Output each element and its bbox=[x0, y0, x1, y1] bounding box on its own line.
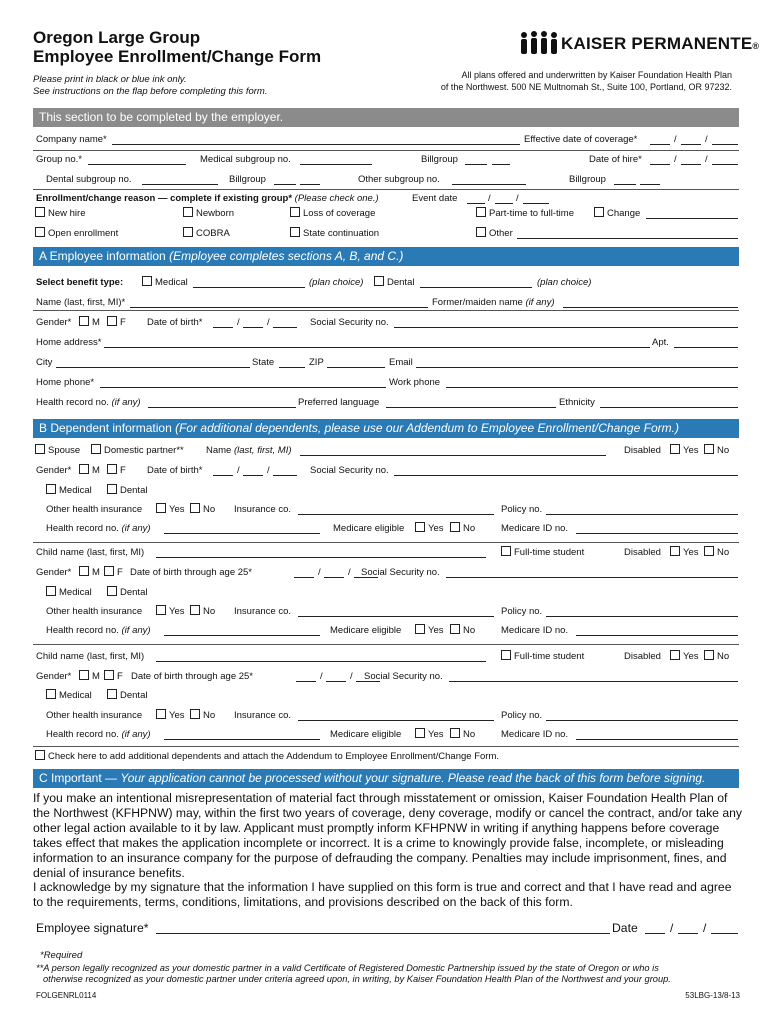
slash: / bbox=[705, 134, 708, 145]
divider bbox=[33, 150, 739, 151]
signature-date-month[interactable] bbox=[645, 933, 665, 934]
spouse-dob-year[interactable] bbox=[273, 475, 297, 476]
ethnicity-field[interactable] bbox=[600, 407, 738, 408]
section-a-title: A Employee information bbox=[39, 249, 170, 263]
health-record-text: Health record no. bbox=[36, 397, 109, 408]
child2-disabled-no-checkbox[interactable] bbox=[704, 650, 714, 660]
dependent-name-label bbox=[206, 445, 292, 457]
slash: / bbox=[267, 317, 270, 328]
spouse-disabled-no-checkbox[interactable] bbox=[704, 444, 714, 454]
other-insurance-label: Other health insurance bbox=[46, 606, 143, 617]
child1-disabled-no-checkbox[interactable] bbox=[704, 546, 714, 556]
no-label: No bbox=[203, 504, 216, 515]
hire-date-year[interactable] bbox=[712, 164, 738, 165]
health-record-label bbox=[46, 625, 151, 637]
reason-other-label: Other bbox=[489, 228, 513, 239]
dental-label: Dental bbox=[120, 485, 148, 496]
divider bbox=[33, 310, 739, 311]
slash: / bbox=[516, 193, 519, 204]
signature-field[interactable] bbox=[156, 933, 610, 934]
dental-plan-choice-field[interactable] bbox=[420, 287, 532, 288]
child-name-text: Child name (last, first, MI) bbox=[36, 547, 145, 558]
slash: / bbox=[237, 317, 240, 328]
domestic-partner-note-2: otherwise recognized as your domestic partner under criteria agreed upon, in writing, by Kaiser Foundation Health Plan of the Northwest and your group. bbox=[43, 974, 671, 984]
reason-other-checkbox[interactable] bbox=[476, 227, 486, 237]
slash: / bbox=[670, 921, 674, 935]
former-name-label bbox=[432, 297, 555, 309]
group-no-field[interactable] bbox=[88, 164, 186, 165]
if-any-text: (if any) bbox=[111, 397, 141, 408]
full-time-student-label: Full-time student bbox=[514, 547, 585, 558]
logo-reg-mark: ® bbox=[752, 41, 760, 51]
medical-subgroup-label: Medical subgroup no. bbox=[200, 154, 291, 165]
spouse-dob-day[interactable] bbox=[243, 475, 263, 476]
section-a-band bbox=[33, 247, 739, 266]
kaiser-logo-text bbox=[561, 34, 759, 54]
slash: / bbox=[348, 567, 351, 578]
section-c-note: Your application cannot be processed without your signature. Please read the back of this form before signing. bbox=[120, 771, 706, 785]
spouse-health-record-field[interactable] bbox=[164, 533, 320, 534]
other-insurance-label: Other health insurance bbox=[46, 504, 143, 515]
child2-gender-f-checkbox[interactable] bbox=[104, 670, 114, 680]
child2-medical-checkbox[interactable] bbox=[46, 689, 56, 699]
reason-part-time-label: Part-time to full-time bbox=[489, 208, 574, 219]
child1-dob-month[interactable] bbox=[294, 577, 314, 578]
divider bbox=[33, 189, 739, 190]
billgroup-label-2: Billgroup bbox=[229, 174, 266, 185]
reason-italic: (Please check one.) bbox=[294, 193, 379, 204]
add-dependents-checkbox[interactable] bbox=[35, 750, 45, 760]
email-label: Email bbox=[389, 357, 413, 368]
spouse-ssn-label: Social Security no. bbox=[310, 465, 389, 476]
child2-medicare-id-field[interactable] bbox=[576, 739, 738, 740]
child-dob-label: Date of birth through age 25* bbox=[131, 671, 254, 682]
child2-other-ins-no-checkbox[interactable] bbox=[190, 709, 200, 719]
child1-student-checkbox[interactable] bbox=[501, 546, 511, 556]
health-record-text: Health record no. bbox=[46, 523, 119, 534]
if-any-text: (if any) bbox=[121, 729, 151, 740]
employee-name-field[interactable] bbox=[130, 307, 428, 308]
child2-medicare-yes-checkbox[interactable] bbox=[415, 728, 425, 738]
preferred-language-field[interactable] bbox=[386, 407, 556, 408]
billgroup-field-2a[interactable] bbox=[274, 184, 296, 185]
slash: / bbox=[674, 154, 677, 165]
effective-date-day[interactable] bbox=[681, 144, 701, 145]
gender-m-label: M bbox=[92, 317, 100, 328]
health-record-label bbox=[46, 729, 151, 741]
yes-label: Yes bbox=[169, 504, 185, 515]
spouse-dental-checkbox[interactable] bbox=[107, 484, 117, 494]
home-address-label: Home address* bbox=[36, 337, 102, 348]
medicare-eligible-label: Medicare eligible bbox=[330, 729, 402, 740]
section-a-note: (Employee completes sections A, B, and C.) bbox=[169, 249, 404, 263]
date-of-hire-label: Date of hire* bbox=[589, 154, 642, 165]
reason-open-enrollment-checkbox[interactable] bbox=[35, 227, 45, 237]
effective-date-month[interactable] bbox=[650, 144, 670, 145]
m-label: M bbox=[92, 671, 100, 682]
disabled-label: Disabled bbox=[624, 651, 661, 662]
required-note: *Required bbox=[40, 950, 83, 961]
city-field[interactable] bbox=[56, 367, 250, 368]
dob-year[interactable] bbox=[273, 327, 297, 328]
domestic-partner-note-1: **A person legally recognized as your domestic partner in a valid Certificate of Registered Domestic Partnership issued by the state of Oregon or who is bbox=[36, 963, 659, 973]
child2-ssn-field[interactable] bbox=[449, 681, 738, 682]
reason-part-time-checkbox[interactable] bbox=[476, 207, 486, 217]
dental-subgroup-label: Dental subgroup no. bbox=[46, 174, 132, 185]
zip-label: ZIP bbox=[309, 357, 324, 368]
reason-open-enrollment-label: Open enrollment bbox=[48, 228, 119, 239]
child2-dob-day[interactable] bbox=[326, 681, 346, 682]
event-date-year[interactable] bbox=[523, 203, 549, 204]
spouse-dob-label: Date of birth* bbox=[147, 465, 203, 476]
ssn-label: Social Security no. bbox=[364, 671, 443, 682]
gender-f-label: F bbox=[120, 317, 126, 328]
billgroup-field-3b[interactable] bbox=[640, 184, 660, 185]
email-field[interactable] bbox=[416, 367, 738, 368]
yes-label: Yes bbox=[169, 710, 185, 721]
reason-newborn-checkbox[interactable] bbox=[183, 207, 193, 217]
medicare-eligible-label: Medicare eligible bbox=[330, 625, 402, 636]
spouse-disabled-yes-checkbox[interactable] bbox=[670, 444, 680, 454]
section-b-title: B Dependent information bbox=[39, 421, 176, 435]
reason-state-continuation-checkbox[interactable] bbox=[290, 227, 300, 237]
f-label: F bbox=[117, 671, 123, 682]
spouse-checkbox[interactable] bbox=[35, 444, 45, 454]
child1-other-ins-no-checkbox[interactable] bbox=[190, 605, 200, 615]
select-benefit-label: Select benefit type: bbox=[36, 277, 124, 288]
child2-other-ins-yes-checkbox[interactable] bbox=[156, 709, 166, 719]
effective-date-year[interactable] bbox=[712, 144, 738, 145]
benefit-dental-label: Dental bbox=[387, 277, 415, 288]
domestic-partner-checkbox[interactable] bbox=[91, 444, 101, 454]
child1-name-label bbox=[36, 547, 144, 559]
former-name-text: Former/maiden name bbox=[432, 297, 523, 308]
signature-label: Employee signature* bbox=[36, 921, 149, 935]
child-dob-label: Date of birth through age 25* bbox=[130, 567, 253, 578]
child1-gender-f-checkbox[interactable] bbox=[104, 566, 114, 576]
child2-name-label: Child name (last, first, MI) bbox=[36, 651, 145, 662]
yes-label: Yes bbox=[428, 729, 444, 740]
state-label: State bbox=[252, 357, 275, 368]
child2-student-checkbox[interactable] bbox=[501, 650, 511, 660]
medical-label: Medical bbox=[59, 587, 92, 598]
child1-gender-m-checkbox[interactable] bbox=[79, 566, 89, 576]
gender-label: Gender* bbox=[36, 567, 72, 578]
reason-newborn-label: Newborn bbox=[196, 208, 235, 219]
other-subgroup-label: Other subgroup no. bbox=[358, 174, 440, 185]
child2-disabled-yes-checkbox[interactable] bbox=[670, 650, 680, 660]
divider bbox=[33, 644, 739, 645]
reason-loss-of-coverage-label: Loss of coverage bbox=[303, 208, 376, 219]
health-record-field[interactable] bbox=[148, 407, 296, 408]
medicare-id-label: Medicare ID no. bbox=[501, 523, 569, 534]
f-label: F bbox=[117, 567, 123, 578]
dob-day[interactable] bbox=[243, 327, 263, 328]
policy-no-label: Policy no. bbox=[501, 504, 543, 515]
divider bbox=[33, 746, 739, 747]
hire-date-month[interactable] bbox=[650, 164, 670, 165]
domestic-partner-label: Domestic partner** bbox=[104, 445, 184, 456]
slash: / bbox=[267, 465, 270, 476]
medical-label: Medical bbox=[59, 690, 92, 701]
dob-month[interactable] bbox=[213, 327, 233, 328]
divider bbox=[33, 542, 739, 543]
child1-dob-day[interactable] bbox=[324, 577, 344, 578]
underwriter-line2: of the Northwest. 500 NE Multnomah St., Suite 100, Portland, OR 97232. bbox=[440, 82, 732, 92]
reason-cobra-checkbox[interactable] bbox=[183, 227, 193, 237]
slash: / bbox=[320, 671, 323, 682]
spouse-medicare-no-checkbox[interactable] bbox=[450, 522, 460, 532]
child1-other-ins-yes-checkbox[interactable] bbox=[156, 605, 166, 615]
apt-label: Apt. bbox=[652, 337, 669, 348]
employee-name-label: Name (last, first, MI)* bbox=[36, 297, 126, 308]
section-b-note: (For additional dependents, please use our Addendum to Employee Enrollment/Change Form.) bbox=[175, 421, 679, 435]
event-date-month[interactable] bbox=[467, 203, 485, 204]
spouse-policy-field[interactable] bbox=[546, 514, 738, 515]
policy-no-label: Policy no. bbox=[501, 606, 543, 617]
if-any-text: (if any) bbox=[121, 625, 151, 636]
reason-heading bbox=[36, 193, 379, 205]
yes-label: Yes bbox=[683, 651, 699, 662]
effective-date-label: Effective date of coverage* bbox=[524, 134, 638, 145]
spouse-ssn-field[interactable] bbox=[394, 475, 738, 476]
child1-medicare-id-field[interactable] bbox=[576, 635, 738, 636]
no-label: No bbox=[717, 651, 730, 662]
zip-field[interactable] bbox=[327, 367, 385, 368]
ethnicity-label: Ethnicity bbox=[559, 397, 595, 408]
reason-cobra-label: COBRA bbox=[196, 228, 230, 239]
policy-no-label: Policy no. bbox=[501, 710, 543, 721]
reason-other-field[interactable] bbox=[517, 238, 738, 239]
spouse-label: Spouse bbox=[48, 445, 81, 456]
child1-name-field[interactable] bbox=[156, 557, 486, 558]
kaiser-logo bbox=[519, 30, 559, 61]
billgroup-label-3: Billgroup bbox=[569, 174, 606, 185]
work-phone-label: Work phone bbox=[389, 377, 441, 388]
child2-dob-month[interactable] bbox=[296, 681, 316, 682]
hire-date-day[interactable] bbox=[681, 164, 701, 165]
slash: / bbox=[705, 154, 708, 165]
billgroup-field-2b[interactable] bbox=[300, 184, 320, 185]
add-dependents-label: Check here to add additional dependents and attach the Addendum to Employee Enrollment/Change Form. bbox=[48, 751, 500, 762]
medicare-eligible-label: Medicare eligible bbox=[333, 523, 405, 534]
form-title-line1: Oregon Large Group bbox=[33, 28, 201, 47]
form-version: 53LBG-13/8-13 bbox=[685, 991, 740, 1000]
name-format: (last, first, MI) bbox=[233, 445, 292, 456]
medical-label: Medical bbox=[59, 485, 92, 496]
no-label: No bbox=[203, 606, 216, 617]
city-label: City bbox=[36, 357, 53, 368]
spouse-other-ins-no-checkbox[interactable] bbox=[190, 503, 200, 513]
medical-plan-choice-label: (plan choice) bbox=[309, 277, 364, 288]
form-title-line2: Employee Enrollment/Change Form bbox=[33, 47, 322, 66]
gender-m-checkbox[interactable] bbox=[79, 316, 89, 326]
apt-field[interactable] bbox=[674, 347, 738, 348]
signature-date-day[interactable] bbox=[678, 933, 698, 934]
dob-label: Date of birth* bbox=[147, 317, 203, 328]
benefit-dental-checkbox[interactable] bbox=[374, 276, 384, 286]
company-name-label: Company name* bbox=[36, 134, 107, 145]
yes-label: Yes bbox=[683, 445, 699, 456]
reason-change-checkbox[interactable] bbox=[594, 207, 604, 217]
spouse-gender-f-checkbox[interactable] bbox=[107, 464, 117, 474]
yes-label: Yes bbox=[169, 606, 185, 617]
child1-policy-field[interactable] bbox=[546, 616, 738, 617]
ssn-label: Social Security no. bbox=[361, 567, 440, 578]
home-address-field[interactable] bbox=[104, 347, 650, 348]
signature-date-year[interactable] bbox=[711, 933, 738, 934]
child2-name-field[interactable] bbox=[156, 661, 486, 662]
employer-section-band: This section to be completed by the employer. bbox=[33, 108, 739, 127]
no-label: No bbox=[203, 710, 216, 721]
billgroup-label-1: Billgroup bbox=[421, 154, 458, 165]
spouse-disabled-label: Disabled bbox=[624, 445, 661, 456]
child1-disabled-yes-checkbox[interactable] bbox=[670, 546, 680, 556]
event-date-day[interactable] bbox=[495, 203, 513, 204]
if-any-text: (if any) bbox=[121, 523, 151, 534]
m-label: M bbox=[92, 567, 100, 578]
name-text: Name bbox=[206, 445, 232, 456]
benefit-medical-label: Medical bbox=[155, 277, 188, 288]
form-code: FOLGENRL0114 bbox=[36, 991, 97, 1000]
health-record-label bbox=[46, 523, 151, 535]
child1-medicare-no-checkbox[interactable] bbox=[450, 624, 460, 634]
ssn-label: Social Security no. bbox=[310, 317, 389, 328]
health-record-text: Health record no. bbox=[46, 729, 119, 740]
kaiser-people-icon bbox=[519, 30, 559, 56]
billgroup-field-1b[interactable] bbox=[492, 164, 510, 165]
section-c-band bbox=[33, 769, 739, 788]
gender-f-checkbox[interactable] bbox=[107, 316, 117, 326]
child1-health-record-field[interactable] bbox=[164, 635, 320, 636]
spouse-insurance-co-field[interactable] bbox=[298, 514, 494, 515]
instruction-ink: Please print in black or blue ink only. bbox=[33, 74, 187, 85]
child2-health-record-field[interactable] bbox=[164, 739, 320, 740]
gender-label: Gender* bbox=[36, 317, 72, 328]
f-label: F bbox=[120, 465, 126, 476]
full-time-student-label: Full-time student bbox=[514, 651, 585, 662]
reason-new-hire-checkbox[interactable] bbox=[35, 207, 45, 217]
if-any-text: (if any) bbox=[525, 297, 555, 308]
yes-label: Yes bbox=[428, 523, 444, 534]
insurance-co-label: Insurance co. bbox=[234, 504, 292, 515]
medicare-id-label: Medicare ID no. bbox=[501, 729, 569, 740]
yes-label: Yes bbox=[428, 625, 444, 636]
slash: / bbox=[674, 134, 677, 145]
instruction-flap: See instructions on the flap before completing this form. bbox=[33, 86, 268, 97]
state-field[interactable] bbox=[279, 367, 305, 368]
acknowledgement-paragraph: I acknowledge by my signature that the information I have supplied on this form is true and correct and that I have read and agree to the requirements, terms, conditions, limitations, and provisions described on the back of this form. bbox=[33, 880, 732, 909]
underwriter-line1: All plans offered and underwritten by Kaiser Foundation Health Plan bbox=[461, 70, 732, 80]
billgroup-field-3a[interactable] bbox=[614, 184, 636, 185]
child2-medicare-no-checkbox[interactable] bbox=[450, 728, 460, 738]
no-label: No bbox=[463, 729, 476, 740]
billgroup-field-1a[interactable] bbox=[465, 164, 487, 165]
no-label: No bbox=[717, 547, 730, 558]
other-insurance-label: Other health insurance bbox=[46, 710, 143, 721]
child1-ssn-field[interactable] bbox=[446, 577, 738, 578]
medical-plan-choice-field[interactable] bbox=[193, 287, 305, 288]
slash: / bbox=[488, 193, 491, 204]
other-subgroup-field[interactable] bbox=[452, 184, 526, 185]
child2-gender-m-checkbox[interactable] bbox=[79, 670, 89, 680]
home-phone-field[interactable] bbox=[100, 387, 386, 388]
slash: / bbox=[350, 671, 353, 682]
no-label: No bbox=[463, 625, 476, 636]
disabled-label: Disabled bbox=[624, 547, 661, 558]
child2-insurance-co-field[interactable] bbox=[298, 720, 494, 721]
reason-bold: Enrollment/change reason — complete if existing group* bbox=[36, 193, 293, 204]
ssn-field[interactable] bbox=[394, 327, 738, 328]
home-phone-label: Home phone* bbox=[36, 377, 95, 388]
health-record-label bbox=[36, 397, 141, 409]
misrepresentation-paragraph: If you make an intentional misrepresentation of material fact through misstatement or omission, Kaiser Foundation Health Plan of the Northwest (KFHPNW) may, within the first two years of coverage, deny coverage, modify or cancel the contract, and/or take any other legal action available to it by law. Applicant must promptly inform KFHPNW in writing if anything happens before coverage takes effect that makes the application incomplete or incorrect. It is a crime to knowingly provide false, incomplete, or misleading information to an insurance company for the purpose of defrauding the company. Penalties may include imprisonment, fines, and denial of insurance benefits. bbox=[33, 791, 742, 880]
spouse-gender-m-checkbox[interactable] bbox=[79, 464, 89, 474]
gender-label: Gender* bbox=[36, 671, 72, 682]
section-b-band bbox=[33, 419, 739, 438]
former-name-field[interactable] bbox=[563, 307, 738, 308]
reason-loss-of-coverage-checkbox[interactable] bbox=[290, 207, 300, 217]
no-label: No bbox=[463, 523, 476, 534]
reason-change-field[interactable] bbox=[646, 218, 738, 219]
insurance-co-label: Insurance co. bbox=[234, 710, 292, 721]
medical-subgroup-field[interactable] bbox=[300, 164, 372, 165]
spouse-gender-label: Gender* bbox=[36, 465, 72, 476]
child1-dental-checkbox[interactable] bbox=[107, 586, 117, 596]
spouse-medicare-yes-checkbox[interactable] bbox=[415, 522, 425, 532]
preferred-language-label: Preferred language bbox=[298, 397, 380, 408]
event-date-label: Event date bbox=[412, 193, 458, 204]
section-c-title: C Important — bbox=[39, 771, 121, 785]
dental-plan-choice-label: (plan choice) bbox=[537, 277, 592, 288]
no-label: No bbox=[717, 445, 730, 456]
spouse-name-field[interactable] bbox=[300, 455, 606, 456]
reason-new-hire-label: New hire bbox=[48, 208, 86, 219]
spouse-dob-month[interactable] bbox=[213, 475, 233, 476]
spouse-medical-checkbox[interactable] bbox=[46, 484, 56, 494]
child2-policy-field[interactable] bbox=[546, 720, 738, 721]
yes-label: Yes bbox=[683, 547, 699, 558]
signature-date-label: Date bbox=[612, 921, 638, 935]
reason-change-label: Change bbox=[607, 208, 641, 219]
insurance-co-label: Insurance co. bbox=[234, 606, 292, 617]
m-label: M bbox=[92, 465, 100, 476]
medicare-id-label: Medicare ID no. bbox=[501, 625, 569, 636]
benefit-medical-checkbox[interactable] bbox=[142, 276, 152, 286]
slash: / bbox=[237, 465, 240, 476]
reason-state-continuation-label: State continuation bbox=[303, 228, 380, 239]
slash: / bbox=[318, 567, 321, 578]
group-no-label: Group no.* bbox=[36, 154, 82, 165]
company-name-field[interactable] bbox=[112, 144, 520, 145]
child1-medical-checkbox[interactable] bbox=[46, 586, 56, 596]
child1-insurance-co-field[interactable] bbox=[298, 616, 494, 617]
work-phone-field[interactable] bbox=[446, 387, 738, 388]
logo-name: KAISER PERMANENTE bbox=[561, 34, 753, 53]
dental-subgroup-field[interactable] bbox=[142, 184, 218, 185]
health-record-text: Health record no. bbox=[46, 625, 119, 636]
child1-medicare-yes-checkbox[interactable] bbox=[415, 624, 425, 634]
dental-label: Dental bbox=[120, 587, 148, 598]
slash: / bbox=[703, 921, 707, 935]
spouse-medicare-id-field[interactable] bbox=[576, 533, 738, 534]
child2-dental-checkbox[interactable] bbox=[107, 689, 117, 699]
dental-label: Dental bbox=[120, 690, 148, 701]
spouse-other-ins-yes-checkbox[interactable] bbox=[156, 503, 166, 513]
